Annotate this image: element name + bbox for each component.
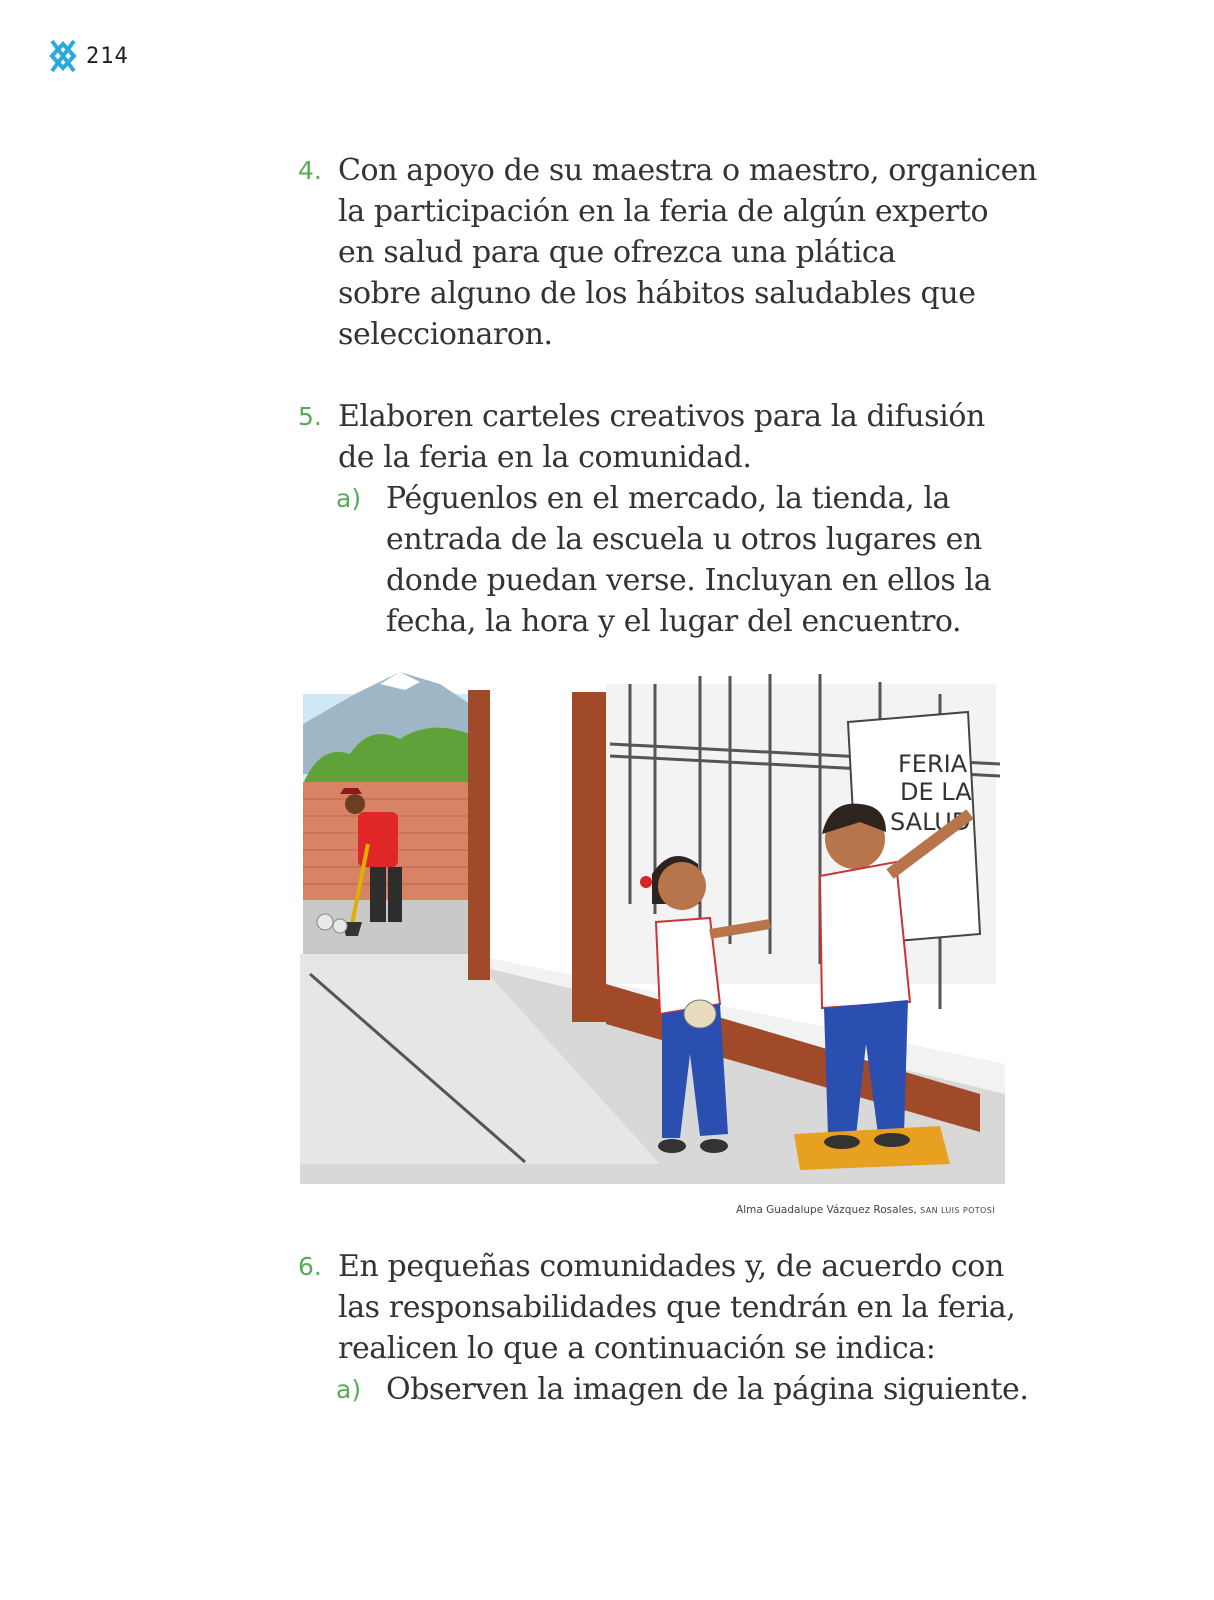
- illustration-credit: [700, 1204, 995, 1216]
- subitem-letter: a): [336, 1375, 362, 1404]
- activity-item-4: [298, 150, 1058, 355]
- activity-item-6: [298, 1246, 1058, 1369]
- poster-line-1: FERIA: [898, 750, 968, 778]
- poster-line-3: SALUD: [890, 808, 971, 836]
- item-number: 4.: [298, 156, 322, 185]
- page-number: 214: [86, 43, 129, 69]
- item-text: Elaboren carteles creativos para la difusión de la feria en la comunidad.: [338, 399, 985, 475]
- credit-name: Alma Guadalupe Vázquez Rosales,: [736, 1204, 917, 1216]
- poster-line-2: DE LA: [900, 778, 972, 806]
- item-number: 6.: [298, 1252, 322, 1281]
- subitem-text: Péguenlos en el mercado, la tienda, la entrada de la escuela u otros lugares en donde puedan verse. Incluyan en ellos la fecha, la hora y el lugar del encuentro.: [386, 481, 992, 639]
- book-emblem-icon: [48, 38, 78, 74]
- credit-place: SAN LUIS POTOSÍ: [920, 1206, 995, 1215]
- item-number: 5.: [298, 402, 322, 431]
- subitem-letter: a): [336, 484, 362, 513]
- item-text: En pequeñas comunidades y, de acuerdo con las responsabilidades que tendrán en la feria, realicen lo que a continuación se indica:: [338, 1249, 1016, 1366]
- activity-item-6a: [336, 1369, 1036, 1410]
- subitem-text: Observen la imagen de la página siguiente.: [386, 1372, 1029, 1407]
- activity-item-5a: [336, 478, 1036, 642]
- item-text: Con apoyo de su maestra o maestro, organicen la participación en la feria de algún experto en salud para que ofrezca una plática sobre alguno de los hábitos saludables que seleccionaron.: [338, 153, 1037, 352]
- activity-item-5: [298, 396, 1058, 478]
- page-header: [48, 38, 129, 74]
- illustration-children-posting-poster: [300, 664, 1005, 1184]
